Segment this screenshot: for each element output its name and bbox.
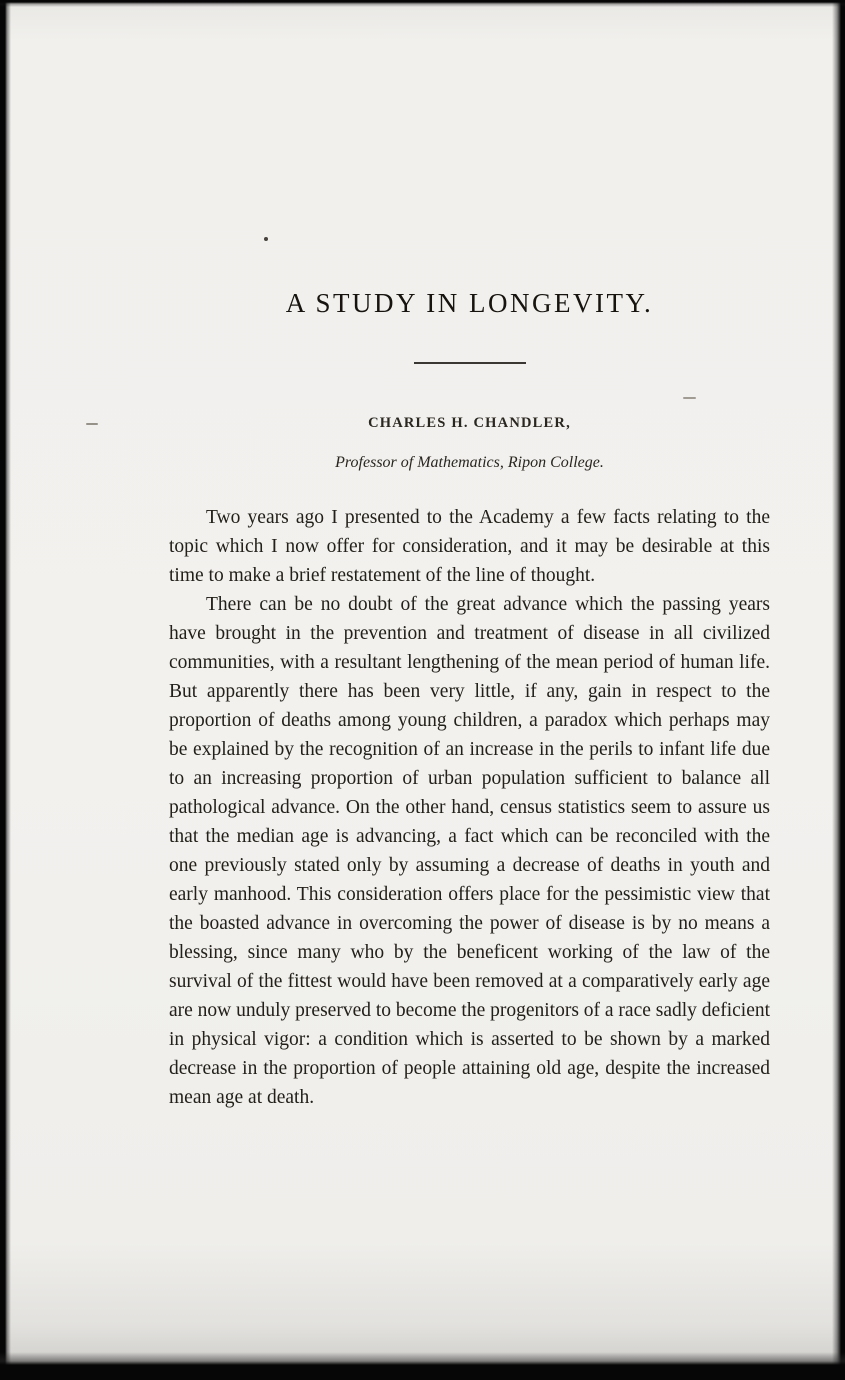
author-name: CHARLES H. CHANDLER, [368, 415, 571, 431]
author-affiliation: Professor of Mathematics, Ripon College. [335, 454, 604, 471]
paragraph: There can be no doubt of the great advance which the passing years have brought in the prevention and treatment of disease in all civilized communities, with a resultant lengthening of the mean period of human life. But apparently there has been very little, if any, gain in respect to the proportion of deaths among young children, a paradox which perhaps may be explained by the recognition of an increase in the perils to infant life due to an increasing proportion of urban population sufficient to balance all pathological advance. On the other hand, census statistics seem to assure us that the median age is advancing, a fact which can be reconciled with the one previously stated only by assuming a decrease of deaths in youth and early manhood. This consideration offers place for the pessimistic view that the boasted advance in overcoming the power of disease is by no means a blessing, since many who by the beneficent working of the law of the survival of the fittest would have been removed at a comparatively early age are now unduly preserved to become the progenitors of a race sadly deficient in physical vigor: a condition which is asserted to be shown by a marked decrease in the proportion of people attaining old age, despite the increased mean age at death. [169, 594, 771, 1108]
scan-edge-bottom [0, 1352, 845, 1380]
scan-edge-left [0, 0, 11, 1380]
article-body [169, 503, 770, 1112]
scan-edge-right [832, 0, 845, 1380]
scan-speck [86, 423, 98, 425]
title-divider [414, 362, 526, 364]
page-title: A STUDY IN LONGEVITY. [285, 288, 654, 318]
page-content [169, 0, 770, 1112]
paragraph: Two years ago I presented to the Academy a few facts relating to the topic which I now offer for consideration, and it may be desirable at this time to make a brief restatement of the line of thought. [169, 507, 770, 586]
